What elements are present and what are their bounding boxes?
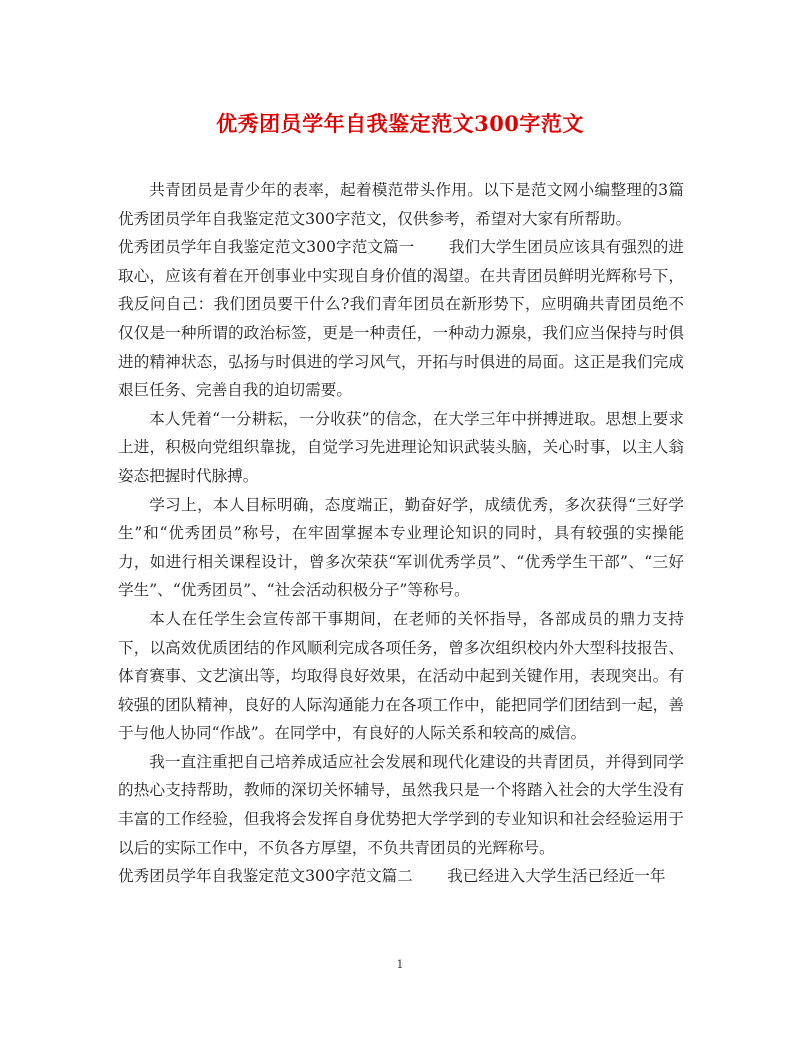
paragraph-belief: 本人凭着“一分耕耘，一分收获”的信念，在大学三年中拼搏进取。思想上要求上进，积极向党组织靠拢，自觉学习先进理论知识武装头脑，关心时事，以主人翁姿态把握时代脉搏。 bbox=[118, 409, 684, 485]
paragraph-student-union: 本人在任学生会宣传部干事期间，在老师的关怀指导，各部成员的鼎力支持下，以高效优质团结的作风顺利完成各项任务，曾多次组织校内外大型科技报告、体育赛事、文艺演出等，均取得良好效果，在活动中起到关键作用，表现突出。有较强的团队精神，良好的人际沟通能力在各项工作中，能把同学们团结到一起，善于与他人协同“作战”。在同学中，有良好的人际关系和较高的威信。 bbox=[118, 609, 684, 743]
paragraph-study: 学习上，本人目标明确，态度端正，勤奋好学，成绩优秀，多次获得“三好学生”和“优秀团员”称号，在牢固掌握本专业理论知识的同时，具有较强的实操能力，如进行相关课程设计，曾多次荣获“军训优秀学员”、“优秀学生干部”、“三好学生”、“优秀团员”、“社会活动积极分子”等称号。 bbox=[118, 495, 684, 600]
section-text: 我已经进入大学生活已经近一年 bbox=[447, 867, 666, 886]
paragraph-commitment: 我一直注重把自己培养成适应社会发展和现代化建设的共青团员，并得到同学的热心支持帮助，教师的深切关怀辅导，虽然我只是一个将踏入社会的大学生没有丰富的工作经验，但我将会发挥自身优势把大学学到的专业知识和社会经验运用于以后的实际工作中，不负各方厚望，不负共青团员的光辉称号。 bbox=[118, 752, 684, 857]
section-heading: 优秀团员学年自我鉴定范文300字范文篇一 bbox=[118, 238, 415, 257]
document-title: 优秀团员学年自我鉴定范文300字范文 bbox=[216, 111, 584, 136]
paragraph-intro: 共青团员是青少年的表率，起着模范带头作用。以下是范文网小编整理的3篇优秀团员学年自我鉴定范文300字范文，仅供参考，希望对大家有所帮助。 bbox=[118, 181, 684, 228]
paragraph-section-two bbox=[118, 862, 684, 891]
section-heading: 优秀团员学年自我鉴定范文300字范文篇二 bbox=[118, 867, 413, 886]
paragraph-section-one bbox=[118, 233, 684, 405]
page-number: 1 bbox=[396, 958, 404, 971]
section-text: 我们大学生团员应该具有强烈的进取心，应该有着在开创事业中实现自身价值的渴望。在共青团员鲜明光辉称号下，我反问自己：我们团员要干什么?我们青年团员在新形势下，应明确共青团员绝不仅仅是一种所谓的政治标签，更是一种责任，一种动力源泉，我们应当保持与时俱进的精神状态，弘扬与时俱进的学习风气，开拓与时俱进的局面。这正是我们完成艰巨任务、完善自我的迫切需要。 bbox=[118, 238, 684, 400]
document-body bbox=[118, 176, 684, 891]
